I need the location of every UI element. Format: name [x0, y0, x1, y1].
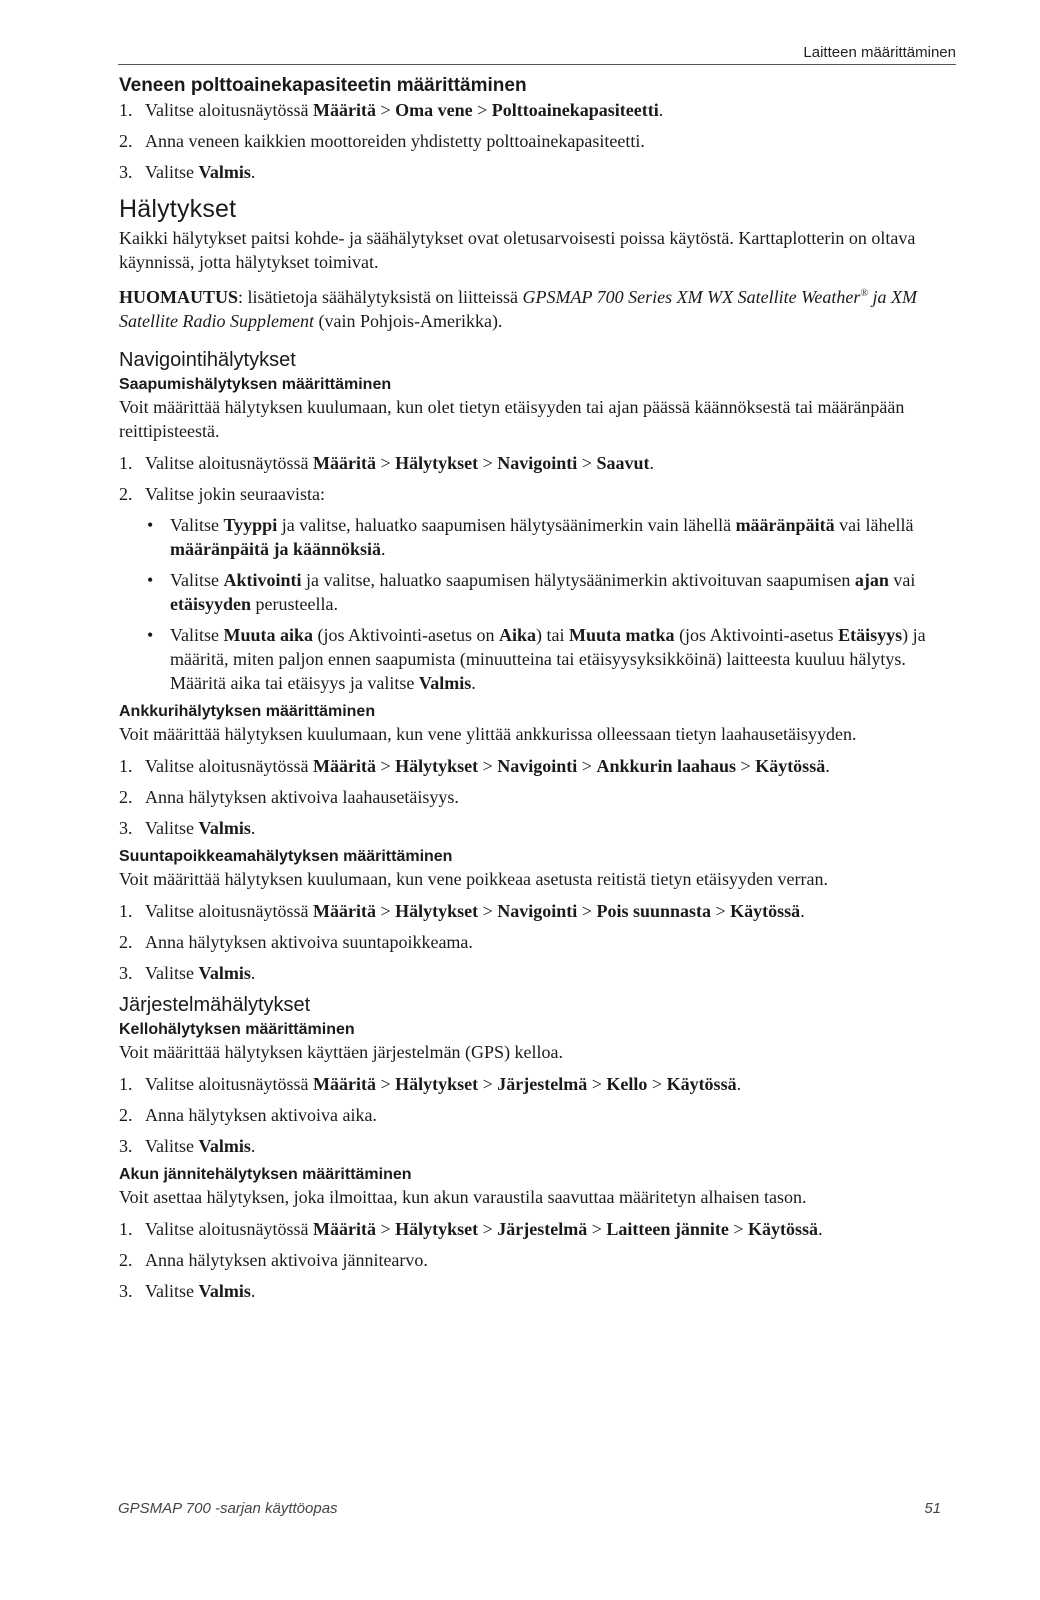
option-term: määränpäitä ja käännöksiä — [170, 539, 382, 559]
option-text: vai — [888, 570, 916, 590]
step-text: Valitse aloitusnäytössä — [145, 901, 313, 921]
clock-alarm-heading: Kellohälytyksen määrittäminen — [119, 1021, 355, 1038]
menu-path-item: Määritä — [312, 100, 376, 120]
menu-path-item: Navigointi — [497, 901, 578, 921]
path-separator: > — [647, 1074, 667, 1094]
clock-steps — [119, 1072, 957, 1158]
path-separator: > — [478, 1219, 498, 1239]
arrival-steps — [119, 451, 957, 695]
menu-path-item: Navigointi — [497, 756, 578, 776]
anchor-step-3 — [119, 816, 957, 840]
arrival-options — [145, 513, 957, 695]
option-text: ja valitse, haluatko saapumisen hälytysäänimerkin vain lähellä — [277, 515, 736, 535]
step-number: 2. — [119, 932, 133, 952]
step-text: . — [825, 756, 830, 776]
menu-path-item: Määritä — [312, 901, 376, 921]
note-text-end: (vain Pohjois-Amerikka). — [313, 311, 503, 331]
step-text: Valitse — [145, 162, 199, 182]
menu-path-item: Määritä — [312, 1074, 376, 1094]
step-text: Anna veneen kaikkien moottoreiden yhdistetty polttoainekapasiteetti. — [145, 131, 645, 151]
menu-path-item: Järjestelmä — [497, 1074, 588, 1094]
option-text: Valitse — [170, 515, 224, 535]
path-separator: > — [711, 901, 731, 921]
step-text: . — [736, 1074, 742, 1094]
step-number: 2. — [119, 787, 133, 807]
step-number: 2. — [119, 131, 133, 151]
step-number: 2. — [119, 1250, 133, 1270]
option-term: Etäisyys — [838, 625, 903, 645]
menu-path-item: Hälytykset — [395, 1219, 479, 1239]
menu-path-item: Määritä — [312, 756, 376, 776]
battery-step-3 — [119, 1279, 957, 1303]
step-number: 1. — [119, 453, 133, 473]
clock-intro: Voit määrittää hälytyksen käyttäen järjestelmän (GPS) kelloa. — [119, 1042, 564, 1062]
offcourse-steps — [119, 899, 957, 985]
page-content — [119, 74, 957, 1310]
step-text: . — [800, 901, 805, 921]
menu-path-item: Määritä — [312, 453, 376, 473]
step-text: Anna hälytyksen aktivoiva aika. — [145, 1105, 377, 1125]
bullet-icon: • — [147, 625, 154, 645]
step-text: Valitse — [145, 1281, 199, 1301]
path-separator: > — [375, 901, 396, 921]
path-separator: > — [375, 1074, 396, 1094]
bullet-icon: • — [147, 515, 154, 535]
registered-mark: ® — [860, 288, 869, 299]
anchor-alarm-heading: Ankkurihälytyksen määrittäminen — [119, 703, 376, 720]
step-text: Anna hälytyksen aktivoiva laahausetäisyys. — [145, 787, 459, 807]
menu-path-item: Laitteen jännite — [606, 1219, 729, 1239]
footer-page-number: 51 — [924, 1500, 941, 1517]
menu-path-item: Kello — [606, 1074, 648, 1094]
path-separator: > — [577, 901, 597, 921]
note-text: : lisätietoja säähälytyksistä on liitteissä — [238, 287, 523, 307]
step-text: . — [649, 453, 654, 473]
clock-step-2 — [119, 1103, 957, 1127]
option-text: . — [471, 673, 476, 693]
offcourse-alarm-heading: Suuntapoikkeamahälytyksen määrittäminen — [119, 848, 453, 865]
arrival-alarm-heading: Saapumishälytyksen määrittäminen — [119, 376, 392, 393]
menu-path-item: Järjestelmä — [497, 1219, 588, 1239]
bullet-icon: • — [147, 570, 154, 590]
option-term: etäisyyden — [170, 594, 251, 614]
footer-manual-title: GPSMAP 700 -sarjan käyttöopas — [118, 1500, 338, 1517]
navigation-alarms-heading: Navigointihälytykset — [119, 349, 296, 371]
step-text: . — [658, 100, 664, 120]
step-number: 1. — [119, 100, 133, 120]
option-text: Valitse — [170, 625, 224, 645]
option-text: . — [381, 539, 386, 559]
menu-path-item: Ankkurin laahaus — [596, 756, 737, 776]
arrival-step-1 — [119, 451, 957, 475]
option-text: (jos Aktivointi-asetus — [674, 625, 839, 645]
offcourse-step-3 — [119, 961, 957, 985]
path-separator: > — [375, 100, 396, 120]
step-text: . — [818, 1219, 823, 1239]
fuel-step-2 — [119, 129, 957, 153]
note-document-title: GPSMAP 700 Series XM WX Satellite Weather — [522, 287, 861, 307]
arrival-step-2 — [119, 482, 957, 695]
path-separator: > — [728, 1219, 749, 1239]
option-text: ) ja määritä, miten paljon ennen saapumista (minuutteina tai etäisyysyksikköinä) laitteesta kuuluu hälytys. Määritä aika tai etäisyys ja valitse — [170, 625, 926, 693]
fuel-steps — [119, 98, 957, 184]
menu-path-item: Käytössä — [730, 901, 801, 921]
step-text: Anna hälytyksen aktivoiva jännitearvo. — [145, 1250, 428, 1270]
step-number: 3. — [119, 963, 133, 983]
step-text: Valitse aloitusnäytössä — [145, 1074, 313, 1094]
option-term: Aktivointi — [223, 570, 302, 590]
menu-path-item: Valmis — [198, 1136, 251, 1156]
anchor-intro: Voit määrittää hälytyksen kuulumaan, kun vene ylittää ankkurissa olleessaan tietyn laahausetäisyyden. — [119, 724, 857, 744]
offcourse-intro: Voit määrittää hälytyksen kuulumaan, kun vene poikkeaa asetusta reitistä tietyn etäisyyden verran. — [119, 869, 828, 889]
path-separator: > — [577, 453, 597, 473]
menu-path-item: Valmis — [198, 1281, 251, 1301]
battery-alarm-heading: Akun jännitehälytyksen määrittäminen — [119, 1166, 412, 1183]
menu-path-item: Pois suunnasta — [596, 901, 712, 921]
note-label: HUOMAUTUS — [119, 287, 239, 307]
menu-path-item: Saavut — [596, 453, 650, 473]
menu-path-item: Oma vene — [395, 100, 473, 120]
offcourse-step-1 — [119, 899, 957, 923]
path-separator: > — [478, 756, 498, 776]
path-separator: > — [478, 1074, 498, 1094]
clock-step-1 — [119, 1072, 957, 1096]
battery-step-1 — [119, 1217, 957, 1241]
option-term: Valmis — [418, 673, 472, 693]
menu-path-item: Määritä — [312, 1219, 376, 1239]
note-document-title-2: ja XM Satellite Radio Supplement — [119, 287, 918, 331]
option-text: ja valitse, haluatko saapumisen hälytysäänimerkin aktivoituvan saapumisen — [301, 570, 855, 590]
step-number: 3. — [119, 162, 133, 182]
step-number: 1. — [119, 1074, 133, 1094]
system-alarms-heading: Järjestelmähälytykset — [119, 994, 311, 1016]
path-separator: > — [736, 756, 756, 776]
step-text: . — [250, 1281, 256, 1301]
option-term: Tyyppi — [223, 515, 278, 535]
battery-intro: Voit asettaa hälytyksen, joka ilmoittaa, kun akun varaustila saavuttaa määritetyn alhaisen tason. — [119, 1187, 807, 1207]
step-number: 2. — [119, 1105, 133, 1125]
menu-path-item: Navigointi — [497, 453, 578, 473]
step-text: Valitse — [145, 818, 199, 838]
menu-path-item: Hälytykset — [395, 901, 479, 921]
anchor-steps — [119, 754, 957, 840]
step-text: Valitse aloitusnäytössä — [145, 1219, 313, 1239]
step-text: . — [250, 818, 256, 838]
clock-step-3 — [119, 1134, 957, 1158]
option-text: perusteella. — [251, 594, 338, 614]
step-number: 2. — [119, 484, 133, 504]
battery-steps — [119, 1217, 957, 1303]
step-number: 1. — [119, 901, 133, 921]
path-separator: > — [472, 100, 492, 120]
fuel-step-1 — [119, 98, 957, 122]
step-number: 1. — [119, 756, 133, 776]
arrival-option-type — [145, 513, 957, 561]
menu-path-item: Valmis — [198, 963, 251, 983]
option-text: ) tai — [536, 625, 570, 645]
option-term: määränpäitä — [735, 515, 835, 535]
arrival-option-change — [145, 623, 957, 695]
step-text: Valitse aloitusnäytössä — [145, 100, 313, 120]
step-number: 3. — [119, 1136, 133, 1156]
path-separator: > — [478, 901, 498, 921]
option-text: Valitse — [170, 570, 224, 590]
path-separator: > — [587, 1074, 607, 1094]
step-text: Valitse — [145, 1136, 199, 1156]
anchor-step-2 — [119, 785, 957, 809]
arrival-option-activation — [145, 568, 957, 616]
fuel-capacity-heading: Veneen polttoainekapasiteetin määrittäminen — [119, 75, 527, 96]
path-separator: > — [577, 756, 597, 776]
option-term: Aika — [499, 625, 537, 645]
step-text: Valitse — [145, 963, 199, 983]
menu-path-item: Valmis — [198, 162, 251, 182]
menu-path-item: Polttoainekapasiteetti — [491, 100, 659, 120]
step-number: 1. — [119, 1219, 133, 1239]
step-text: . — [250, 963, 256, 983]
anchor-step-1 — [119, 754, 957, 778]
fuel-step-3 — [119, 160, 957, 184]
step-number: 3. — [119, 1281, 133, 1301]
menu-path-item: Valmis — [198, 818, 251, 838]
menu-path-item: Hälytykset — [395, 1074, 479, 1094]
arrival-intro: Voit määrittää hälytyksen kuulumaan, kun olet tietyn etäisyyden tai ajan päässä käännöksestä tai määränpään reittipisteestä. — [119, 397, 905, 441]
menu-path-item: Käytössä — [748, 1219, 819, 1239]
step-text: Valitse aloitusnäytössä — [145, 453, 313, 473]
menu-path-item: Käytössä — [666, 1074, 737, 1094]
alarms-note — [119, 282, 957, 333]
path-separator: > — [375, 453, 396, 473]
step-text: Anna hälytyksen aktivoiva suuntapoikkeama. — [145, 932, 473, 952]
option-term: Muuta aika — [223, 625, 314, 645]
alarms-heading: Hälytykset — [119, 195, 237, 223]
battery-step-2 — [119, 1248, 957, 1272]
step-number: 3. — [119, 818, 133, 838]
step-text: . — [250, 162, 256, 182]
path-separator: > — [587, 1219, 607, 1239]
option-text: vai lähellä — [834, 515, 914, 535]
step-text: . — [250, 1136, 256, 1156]
menu-path-item: Hälytykset — [395, 453, 479, 473]
path-separator: > — [375, 756, 396, 776]
menu-path-item: Käytössä — [755, 756, 826, 776]
alarms-intro: Kaikki hälytykset paitsi kohde- ja säähälytykset ovat oletusarvoisesti poissa käytöstä. Karttaplotterin on oltava käynnissä, jotta hälytykset toimivat. — [119, 228, 916, 272]
menu-path-item: Hälytykset — [395, 756, 479, 776]
step-text: Valitse jokin seuraavista: — [145, 484, 325, 504]
offcourse-step-2 — [119, 930, 957, 954]
option-term: Muuta matka — [569, 625, 675, 645]
path-separator: > — [478, 453, 498, 473]
step-text: Valitse aloitusnäytössä — [145, 756, 313, 776]
running-header: Laitteen määrittäminen — [118, 43, 956, 65]
option-text: (jos Aktivointi-asetus on — [313, 625, 500, 645]
option-term: ajan — [854, 570, 889, 590]
path-separator: > — [375, 1219, 396, 1239]
